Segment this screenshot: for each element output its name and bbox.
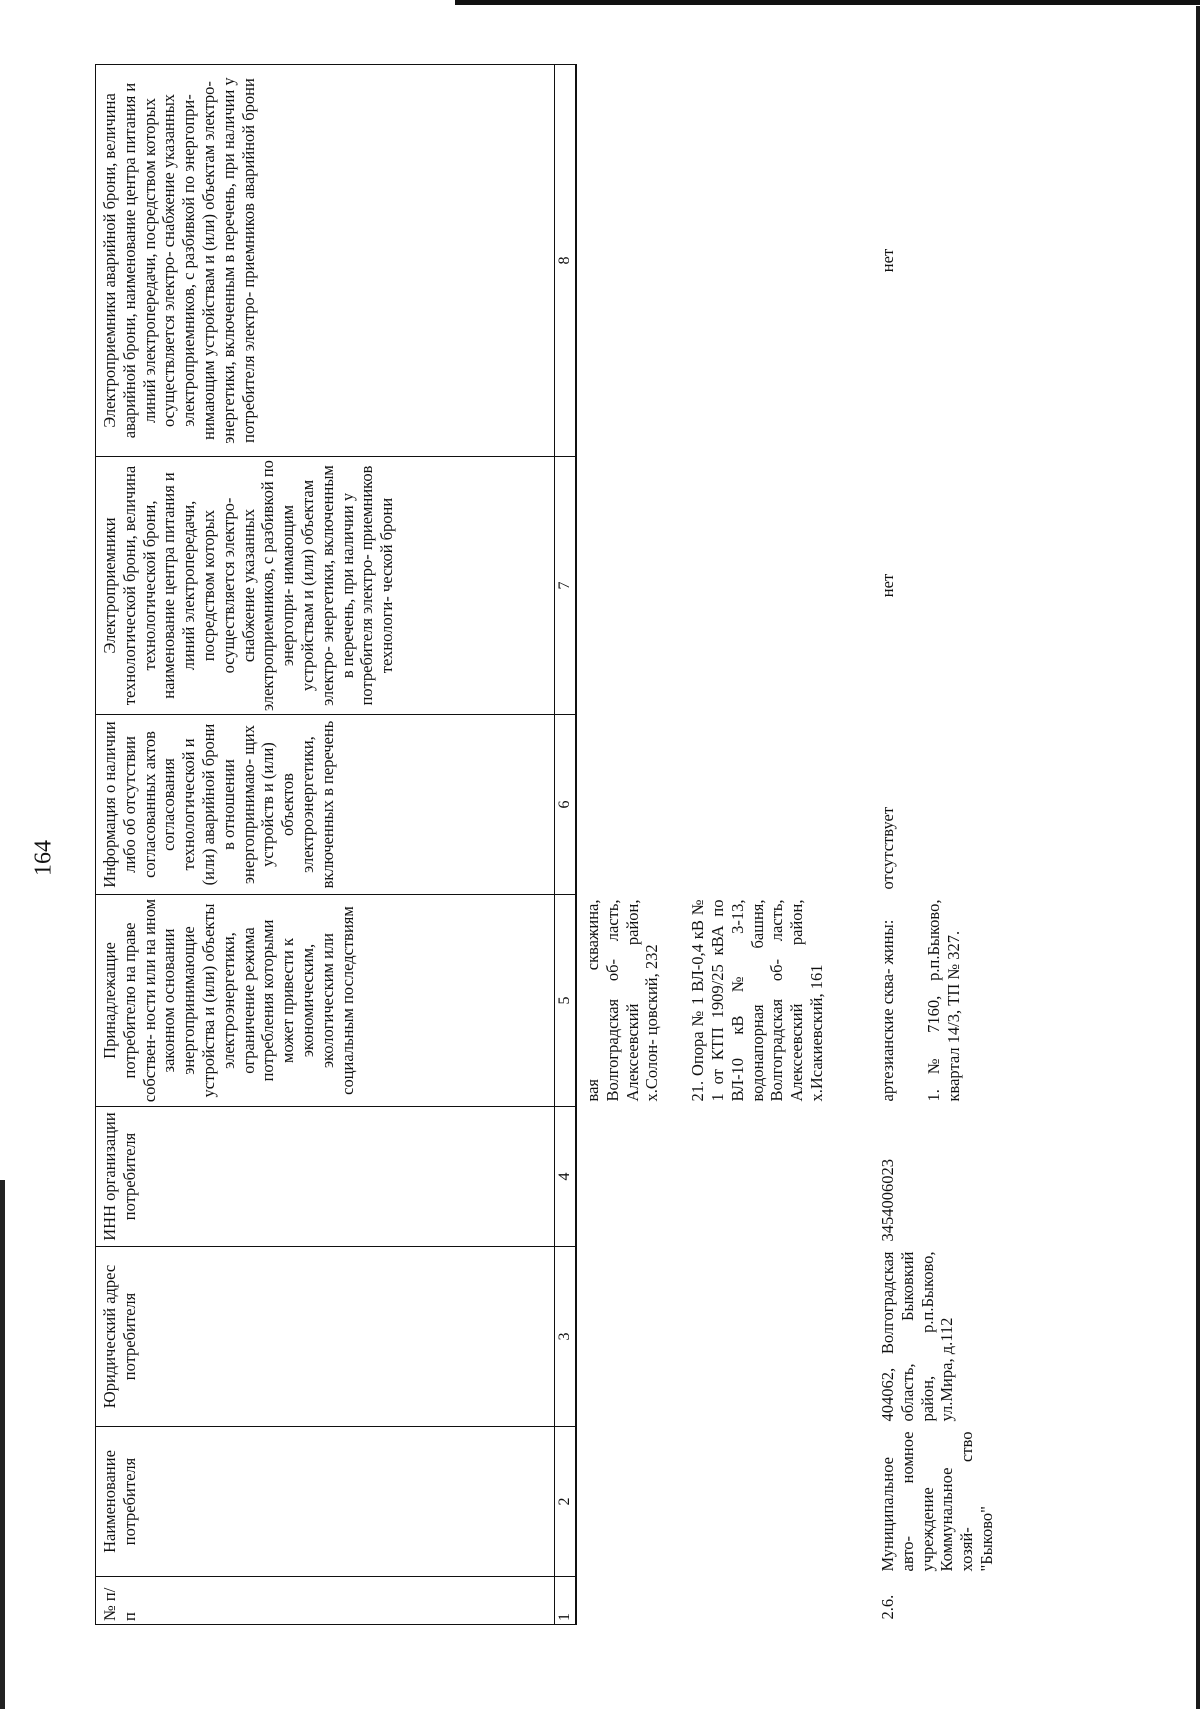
row-legal-address: 404062, Волгоградская область, Быковкий район, р.п.Быково, ул.Мира, д.112 — [878, 1251, 957, 1422]
header-technological-reserve: Электроприемники технологической брони, величина технологической брони, наименование центра питания и линий электропередачи, посредством которых осуществляется электро- снабжение указанных электроприемников, с разбивкой по энергопри- нимающим устройствам и (или) объектам электро- энергетики, включенным в перечень, при наличии у потребителя электро- приемников технологи- ческой брони — [96, 457, 555, 715]
column-number: 3 — [555, 1247, 577, 1427]
column-number: 5 — [555, 895, 577, 1107]
row-devices-title: артезианские сква- жины: — [878, 919, 897, 1102]
column-number: 8 — [555, 65, 577, 457]
rotated-table-wrapper — [95, 65, 1105, 1625]
continuation-part-1: вая скважина, Волгоградская об- ласть, Алексеевский район, х.Солон- цовский, 232 — [583, 899, 662, 1102]
row-consumer-name: Муниципальное авто- номное учреждение Коммунальное хозяй- ство "Быково" — [878, 1431, 996, 1572]
header-inn: ИНН организации потребителя — [96, 1107, 555, 1247]
header-owned-devices: Принадлежащие потребителю на праве собствен- ности или на ином законном основании энергопринимающие устройства и (или) объекты электроэнергетики, ограничение режима потребления которыми может привести к экономическим, экологическим или социальным последствиям — [96, 895, 555, 1107]
top-border-line — [455, 0, 1200, 5]
page-number: 164 — [30, 840, 57, 876]
column-number-row — [555, 65, 577, 1625]
row-emergency-reserve: нет — [878, 248, 897, 273]
header-emergency-reserve: Электроприемники аварийной брони, величина аварийной брони, наименование центра питания и линий электропередачи, посредством которых осуществляется электро- снабжение указанных электроприемников, с разбивкой по энергопри- нимающим устройствам и (или) объектам электро- энергетики, включенным в перечень, при наличии у потребителя электро- приемников аварийной брони — [96, 65, 555, 457]
header-consumer-name: Наименование потребителя — [96, 1427, 555, 1577]
row-devices-item: 1. № 7160, р.п.Быково, квартал 14/3, ТП № 327. — [923, 899, 963, 1102]
continuation-devices — [576, 895, 866, 1107]
row-inn: 3454006023 — [878, 1159, 897, 1242]
header-legal-address: Юридический адрес потребителя — [96, 1247, 555, 1427]
column-number: 1 — [555, 1577, 577, 1625]
table-row — [866, 65, 999, 1625]
row-devices — [866, 895, 999, 1107]
row-technological-reserve: нет — [878, 573, 897, 598]
row-number: 2.6. — [878, 1594, 897, 1620]
column-number: 2 — [555, 1427, 577, 1577]
continuation-part-2: 21. Опора № 1 ВЛ-0,4 кВ № 1 от КТП 1909/25 кВА по ВЛ-10 кВ № 3-13, водонапорная башня, Волгоградская об- ласть, Алексеевский район, х.Исакиевский, 161 — [688, 899, 826, 1102]
column-number: 6 — [555, 715, 577, 895]
header-reservation-acts: Информация о наличии либо об отсутствии согласованных актов согласования технологической и (или) аварийной брони в отношении энергопринимаю- щих устройств и (или) объектов электроэнергетики, включенных в перечень — [96, 715, 555, 895]
row-reservation-acts: отсутствует — [878, 806, 897, 890]
continuation-row — [576, 65, 866, 1625]
column-number: 4 — [555, 1107, 577, 1247]
consumer-table — [95, 64, 999, 1625]
right-scan-edge — [1196, 6, 1200, 1709]
column-number: 7 — [555, 457, 577, 715]
header-row — [96, 65, 555, 1625]
left-scan-edge — [0, 1180, 5, 1709]
header-number: № п/п — [96, 1577, 555, 1625]
